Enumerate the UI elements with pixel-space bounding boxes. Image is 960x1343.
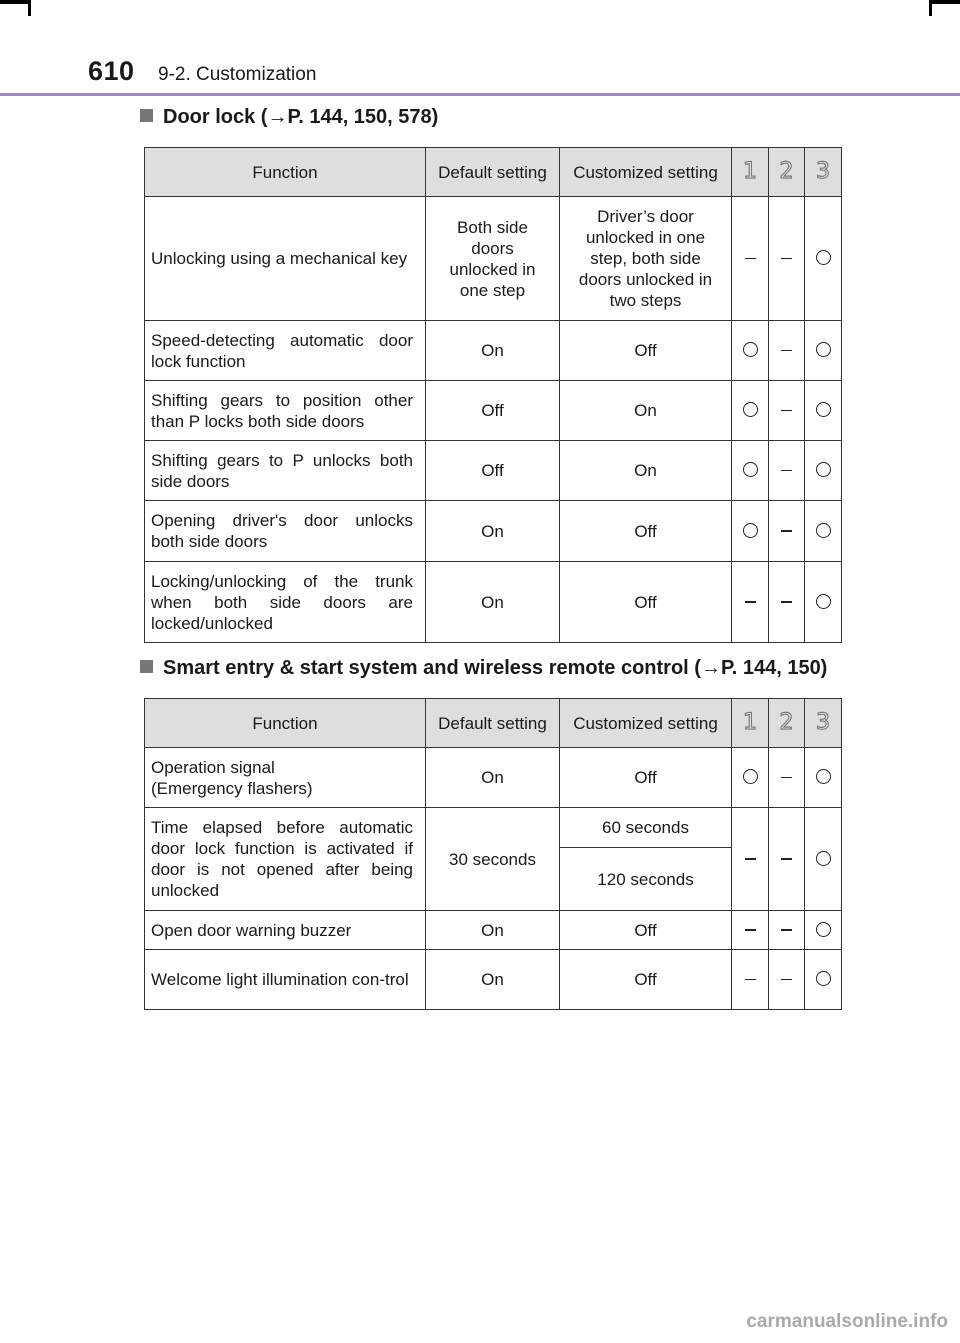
customized-cell: Off [560,562,732,643]
default-cell: On [426,562,560,643]
mark-cell [769,911,805,950]
crop-mark [929,0,932,16]
customized-cell: Off [560,321,732,381]
dash-mark-icon [781,530,792,532]
table-row [145,808,842,848]
col-2 [769,148,805,197]
circle-mark-icon [816,594,831,609]
default-cell: On [426,950,560,1010]
mark-cell [732,748,769,808]
mark-cell [769,808,805,911]
mark-cell [805,501,842,562]
number-3-icon: 3 [816,710,830,735]
mark-cell [732,911,769,950]
table-row [145,441,842,501]
table-row [145,748,842,808]
crop-mark [0,0,30,4]
table-row [145,381,842,441]
function-cell: Shifting gears to position other than P locks both side doors [145,381,426,441]
circle-mark-icon [816,971,831,986]
mark-cell [805,950,842,1010]
table-row [145,197,842,321]
function-cell [145,748,426,808]
default-cell: On [426,911,560,950]
mark-cell [805,197,842,321]
mark-cell [732,197,769,321]
crop-mark [28,0,31,16]
col-function: Function [145,699,426,748]
door-lock-heading [140,106,438,129]
page-header [0,52,960,96]
function-cell: Welcome light illumination con-trol [145,950,426,1010]
circle-mark-icon [816,769,831,784]
page-number: 610 [88,56,135,86]
dash-mark-icon [781,350,792,352]
dash-mark-icon [781,929,792,931]
col-default: Default setting [426,699,560,748]
table-header-row [145,148,842,197]
circle-mark-icon [816,851,831,866]
dash-mark-icon [781,979,792,981]
door-lock-table [144,147,842,643]
circle-mark-icon [816,402,831,417]
default-cell: On [426,321,560,381]
circle-mark-icon [816,342,831,357]
smart-entry-heading [140,657,827,680]
door-lock-heading-text: Door lock (→P. 144, 150, 578) [163,106,439,128]
number-2-icon: 2 [779,710,794,735]
dash-mark-icon [781,858,792,860]
table-row [145,562,842,643]
mark-cell [805,381,842,441]
col-1 [732,699,769,748]
customized-cell: On [560,441,732,501]
customized-cell: On [560,381,732,441]
mark-cell [732,950,769,1010]
dash-mark-icon [745,929,756,931]
dash-mark-icon [781,777,792,779]
square-bullet-icon [140,660,153,673]
header-rule [0,93,960,96]
section-title: 9-2. Customization [158,64,317,85]
default-cell: Both side doors unlocked in one step [426,197,560,321]
mark-cell [769,197,805,321]
number-3-icon: 3 [816,159,830,184]
watermark: carmanualsonline.info [746,1311,948,1332]
customized-cell: Off [560,501,732,562]
dash-mark-icon [781,601,792,603]
mark-cell [769,562,805,643]
customized-cell: Driver’s door unlocked in one step, both side doors unlocked in two steps [560,197,732,321]
number-2-icon: 2 [779,159,794,184]
col-customized: Customized setting [560,699,732,748]
dash-mark-icon [745,858,756,860]
circle-mark-icon [816,462,831,477]
table-row [145,911,842,950]
table-row [145,321,842,381]
function-cell: Opening driver's door unlocks both side doors [145,501,426,562]
smart-entry-table [144,698,842,1010]
dash-mark-icon [781,470,792,472]
mark-cell [805,748,842,808]
table-header-row [145,699,842,748]
circle-mark-icon [816,250,831,265]
function-cell: Shifting gears to P unlocks both side doors [145,441,426,501]
function-cell: Speed-detecting automatic door lock function [145,321,426,381]
circle-mark-icon [743,523,758,538]
customized-cell: Off [560,748,732,808]
smart-entry-heading-text: Smart entry & start system and wireless remote control (→P. 144, 150) [163,657,828,679]
function-cell: Time elapsed before automatic door lock function is activated if door is not opened after being unlocked [145,808,426,911]
mark-cell [732,501,769,562]
col-customized: Customized setting [560,148,732,197]
mark-cell [769,950,805,1010]
customized-cell: Off [560,950,732,1010]
col-1 [732,148,769,197]
col-3 [805,699,842,748]
customized-cell: 60 seconds [560,808,732,848]
mark-cell [769,321,805,381]
circle-mark-icon [743,342,758,357]
circle-mark-icon [743,462,758,477]
function-cell: Locking/unlocking of the trunk when both side doors are locked/unlocked [145,562,426,643]
dash-mark-icon [781,258,792,260]
mark-cell [732,321,769,381]
mark-cell [805,562,842,643]
mark-cell [732,808,769,911]
default-cell: On [426,501,560,562]
function-cell: Open door warning buzzer [145,911,426,950]
circle-mark-icon [743,769,758,784]
table-row [145,950,842,1010]
default-cell: On [426,748,560,808]
default-cell: 30 seconds [426,808,560,911]
dash-mark-icon [745,601,756,603]
function-line: (Emergency flashers) [151,778,313,798]
square-bullet-icon [140,109,153,122]
dash-mark-icon [745,258,756,260]
mark-cell [805,441,842,501]
mark-cell [732,381,769,441]
mark-cell [732,441,769,501]
mark-cell [769,748,805,808]
customized-cell: 120 seconds [560,848,732,911]
dash-mark-icon [745,979,756,981]
function-cell: Unlocking using a mechanical key [145,197,426,321]
number-1-icon: 1 [743,159,757,184]
table-row [145,501,842,562]
circle-mark-icon [816,523,831,538]
mark-cell [769,441,805,501]
col-2 [769,699,805,748]
function-line: Operation signal [151,757,275,777]
circle-mark-icon [816,922,831,937]
default-cell: Off [426,381,560,441]
customized-cell: Off [560,911,732,950]
crop-mark [930,0,960,4]
col-function: Function [145,148,426,197]
dash-mark-icon [781,410,792,412]
mark-cell [805,321,842,381]
number-1-icon: 1 [743,710,757,735]
mark-cell [732,562,769,643]
mark-cell [769,501,805,562]
mark-cell [805,911,842,950]
default-cell: Off [426,441,560,501]
mark-cell [769,381,805,441]
circle-mark-icon [743,402,758,417]
col-default: Default setting [426,148,560,197]
mark-cell [805,808,842,911]
col-3 [805,148,842,197]
